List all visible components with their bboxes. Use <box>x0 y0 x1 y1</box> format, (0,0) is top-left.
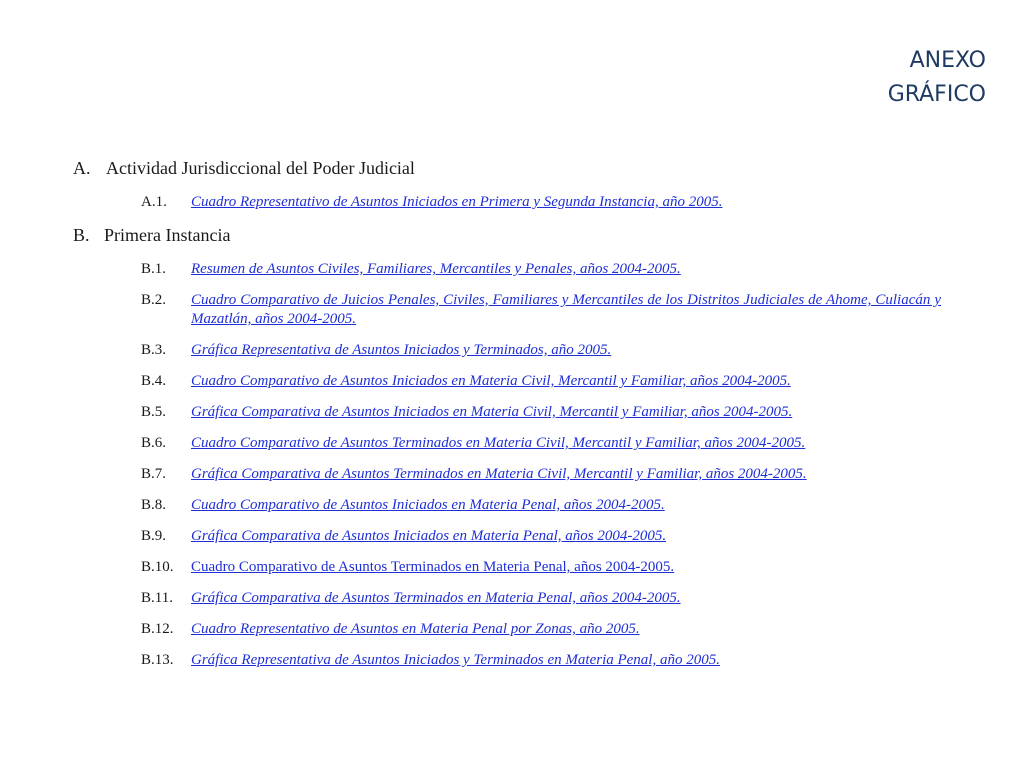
list-item <box>141 403 941 422</box>
list-item <box>141 260 941 279</box>
list-item <box>141 558 941 577</box>
list-item <box>141 372 941 391</box>
section-title: Actividad Jurisdiccional del Poder Judicial <box>106 158 415 178</box>
list-item <box>141 620 941 639</box>
item-link-b6[interactable]: Cuadro Comparativo de Asuntos Terminados en Materia Civil, Mercantil y Familiar, años 2004-2005. <box>191 435 806 451</box>
item-code: B.6. <box>141 435 167 451</box>
section-title: Primera Instancia <box>104 225 231 245</box>
list-item <box>141 589 941 608</box>
item-link-a1[interactable]: Cuadro Representativo de Asuntos Iniciados en Primera y Segunda Instancia, año 2005. <box>191 194 723 210</box>
item-link-b4[interactable]: Cuadro Comparativo de Asuntos Iniciados en Materia Civil, Mercantil y Familiar, años 2004-2005. <box>191 373 791 389</box>
item-link-b10[interactable]: Cuadro Comparativo de Asuntos Terminados en Materia Penal, años 2004-2005. <box>191 559 675 575</box>
header-title-line2: gráfico <box>887 73 986 109</box>
list-item <box>141 465 941 484</box>
item-code: B.13. <box>141 652 174 668</box>
list-item <box>141 496 941 515</box>
section-letter: B. <box>73 225 90 245</box>
item-link-b2[interactable]: Cuadro Comparativo de Juicios Penales, Civiles, Familiares y Mercantiles de los Distritos Judiciales de Ahome, Culiacán y Mazatlán, años 2004-2005. <box>191 292 941 327</box>
item-link-b1[interactable]: Resumen de Asuntos Civiles, Familiares, Mercantiles y Penales, años 2004-2005. <box>191 261 681 277</box>
item-code: B.4. <box>141 373 167 389</box>
item-code: B.3. <box>141 342 167 358</box>
item-code: B.5. <box>141 404 167 420</box>
item-link-b8[interactable]: Cuadro Comparativo de Asuntos Iniciados en Materia Penal, años 2004-2005. <box>191 497 665 513</box>
list-item <box>141 651 941 670</box>
item-code: B.7. <box>141 466 167 482</box>
list-item <box>141 434 941 453</box>
item-link-b3[interactable]: Gráfica Representativa de Asuntos Iniciados y Terminados, año 2005. <box>191 342 612 358</box>
list-item <box>141 527 941 546</box>
item-link-b5[interactable]: Gráfica Comparativa de Asuntos Iniciados en Materia Civil, Mercantil y Familiar, años 2004-2005. <box>191 404 793 420</box>
section-a-heading <box>73 158 415 179</box>
item-code: B.2. <box>141 292 167 308</box>
page-header <box>888 40 986 108</box>
list-item <box>141 341 941 360</box>
list-item <box>141 291 941 329</box>
item-code: B.8. <box>141 497 167 513</box>
item-link-b13[interactable]: Gráfica Representativa de Asuntos Iniciados y Terminados en Materia Penal, año 2005. <box>191 652 720 668</box>
item-link-b9[interactable]: Gráfica Comparativa de Asuntos Iniciados en Materia Penal, años 2004-2005. <box>191 528 667 544</box>
item-code: B.11. <box>141 590 173 606</box>
item-link-b7[interactable]: Gráfica Comparativa de Asuntos Terminados en Materia Civil, Mercantil y Familiar, años 2004-2005. <box>191 466 807 482</box>
header-title-line1: anexo <box>909 39 986 75</box>
section-b-heading <box>73 225 230 246</box>
item-code: A.1. <box>141 194 167 210</box>
item-code: B.9. <box>141 528 167 544</box>
item-link-b11[interactable]: Gráfica Comparativa de Asuntos Terminados en Materia Penal, años 2004-2005. <box>191 590 681 606</box>
item-code: B.10. <box>141 559 174 575</box>
list-item <box>141 193 941 212</box>
item-code: B.1. <box>141 261 167 277</box>
section-letter: A. <box>73 158 91 178</box>
item-link-b12[interactable]: Cuadro Representativo de Asuntos en Materia Penal por Zonas, año 2005. <box>191 621 640 637</box>
item-code: B.12. <box>141 621 174 637</box>
